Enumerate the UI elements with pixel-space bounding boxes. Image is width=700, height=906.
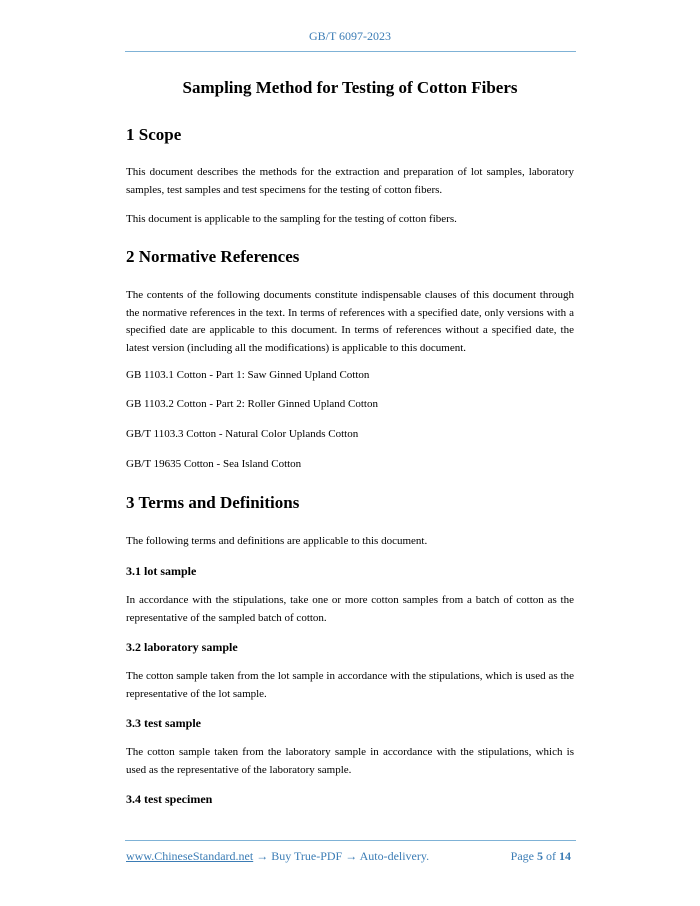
footer-rule: [125, 840, 576, 841]
section-heading-normative: 2 Normative References: [126, 247, 300, 266]
footer-promo: [126, 849, 429, 864]
reference-item: GB 1103.2 Cotton - Part 2: Roller Ginned Upland Cotton: [126, 398, 378, 410]
term-heading-test-specimen: 3.4 test specimen: [126, 792, 213, 806]
term-heading-lot-sample: 3.1 lot sample: [126, 564, 197, 578]
reference-item: GB/T 19635 Cotton - Sea Island Cotton: [126, 458, 302, 470]
page-number: 5: [537, 849, 543, 863]
terms-intro: The following terms and definitions are applicable to this document.: [126, 535, 428, 547]
term-heading-laboratory-sample: 3.2 laboratory sample: [126, 640, 238, 654]
scope-paragraph-2: This document is applicable to the sampling for the testing of cotton fibers.: [126, 213, 457, 225]
page-total: 14: [559, 849, 571, 863]
standard-code: GB/T 6097-2023: [308, 29, 392, 43]
section-heading-scope: 1 Scope: [126, 125, 182, 144]
page-indicator: [511, 849, 571, 864]
header-rule: [125, 51, 576, 52]
term-heading-test-sample: 3.3 test sample: [126, 716, 201, 730]
scope-paragraph-1: This document describes the methods for the extraction and preparation of lot samples, laboratory samples, test samples and test specimens for the testing of cotton fibers.: [126, 166, 574, 196]
term-definition-laboratory-sample: The cotton sample taken from the lot sample in accordance with the stipulations, which is used as the representative of the lot sample.: [126, 670, 574, 700]
of-word: of: [546, 849, 556, 863]
reference-item: GB 1103.1 Cotton - Part 1: Saw Ginned Upland Cotton: [126, 369, 370, 381]
document-title: Sampling Method for Testing of Cotton Fibers: [182, 78, 518, 97]
footer-promo-text: → Buy True-PDF → Auto-delivery.: [253, 849, 430, 863]
section-heading-terms: 3 Terms and Definitions: [126, 493, 300, 512]
term-definition-test-sample: The cotton sample taken from the laboratory sample in accordance with the stipulations, which is used as the representative of the laboratory sample.: [126, 746, 574, 776]
reference-item: GB/T 1103.3 Cotton - Natural Color Uplands Cotton: [126, 428, 359, 440]
term-definition-lot-sample: In accordance with the stipulations, take one or more cotton samples from a batch of cotton as the representative of the sampled batch of cotton.: [126, 594, 574, 624]
normative-paragraph: The contents of the following documents constitute indispensable clauses of this document through the normative references in the text. In terms of references with a specified date, only versions with a specified date are applicable to this document. In terms of references without a specified date, the latest version (including all the modifications) is applicable to this document.: [126, 289, 574, 354]
page-word: Page: [510, 849, 534, 863]
website-link[interactable]: www.ChineseStandard.net: [126, 849, 254, 863]
